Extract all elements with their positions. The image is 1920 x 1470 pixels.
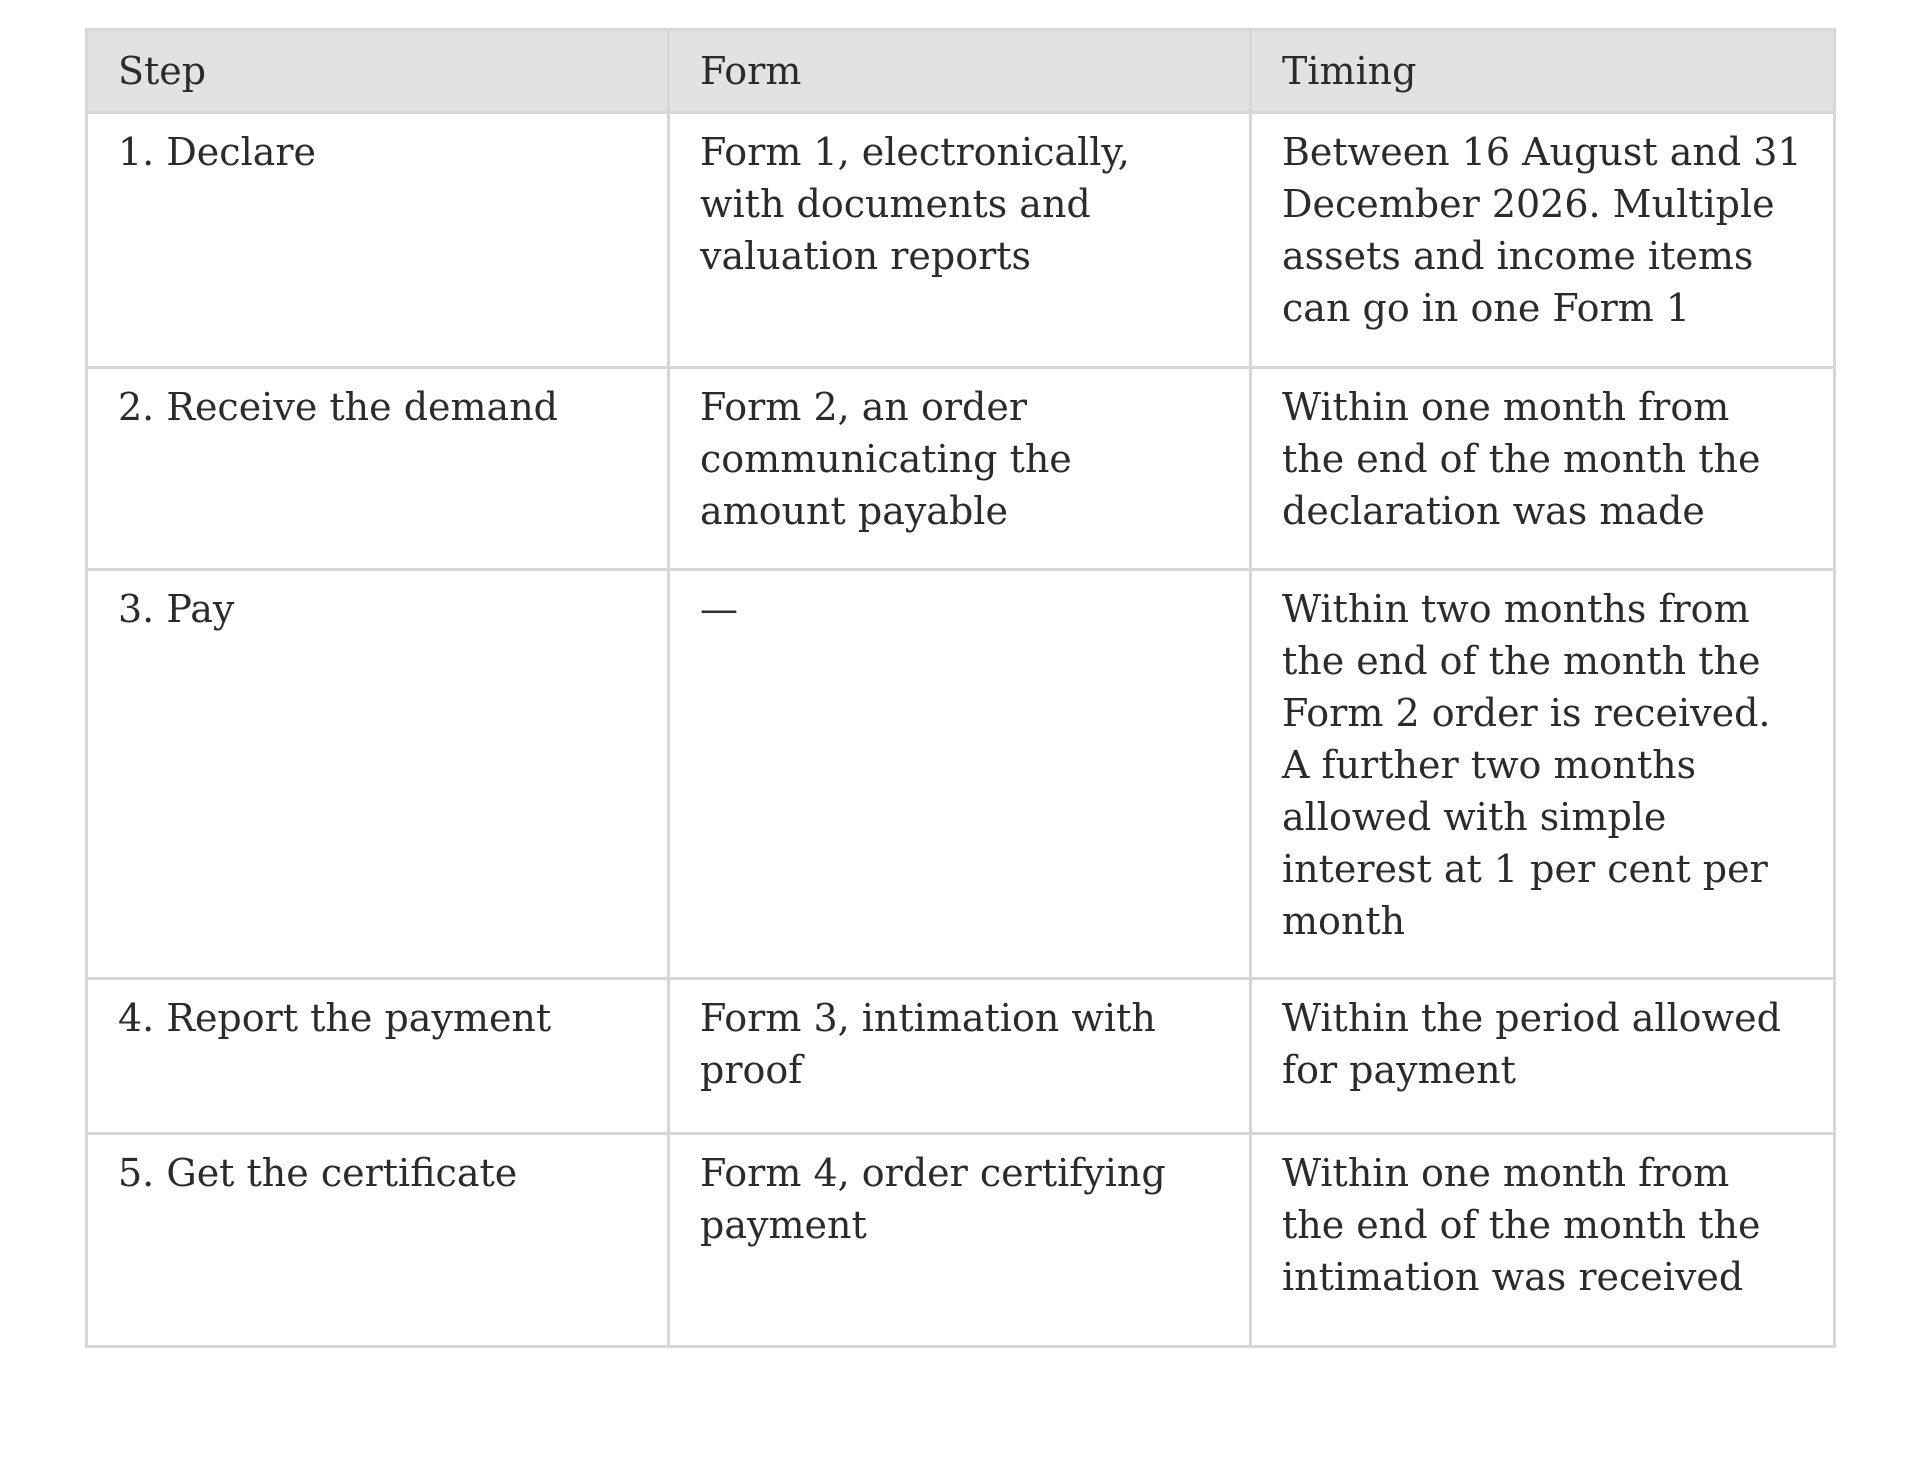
cell-step: 3. Pay (87, 570, 669, 979)
cell-step: 5. Get the certificate (87, 1134, 669, 1347)
table-row (87, 979, 1835, 1134)
table-row (87, 368, 1835, 570)
header-step: Step (87, 30, 669, 113)
cell-step: 4. Report the payment (87, 979, 669, 1134)
cell-timing: Within one month from the end of the month the declaration was made (1251, 368, 1835, 570)
table-body (87, 113, 1835, 1347)
procedure-table (85, 28, 1836, 1348)
cell-step: 1. Declare (87, 113, 669, 368)
table-header (87, 30, 1835, 113)
cell-step: 2. Receive the demand (87, 368, 669, 570)
cell-timing: Within the period allowed for payment (1251, 979, 1835, 1134)
cell-form: — (669, 570, 1251, 979)
header-form: Form (669, 30, 1251, 113)
cell-timing: Within two months from the end of the month the Form 2 order is received. A further two months allowed with simple interest at 1 per cent per month (1251, 570, 1835, 979)
header-row (87, 30, 1835, 113)
procedure-table-container (85, 28, 1833, 1348)
table-row (87, 570, 1835, 979)
header-timing: Timing (1251, 30, 1835, 113)
table-row (87, 1134, 1835, 1347)
cell-form: Form 2, an order communicating the amount payable (669, 368, 1251, 570)
cell-timing: Between 16 August and 31 December 2026. Multiple assets and income items can go in one Form 1 (1251, 113, 1835, 368)
cell-form: Form 4, order certifying payment (669, 1134, 1251, 1347)
cell-timing: Within one month from the end of the month the intimation was received (1251, 1134, 1835, 1347)
table-row (87, 113, 1835, 368)
cell-form: Form 3, intimation with proof (669, 979, 1251, 1134)
cell-form: Form 1, electronically, with documents and valuation reports (669, 113, 1251, 368)
